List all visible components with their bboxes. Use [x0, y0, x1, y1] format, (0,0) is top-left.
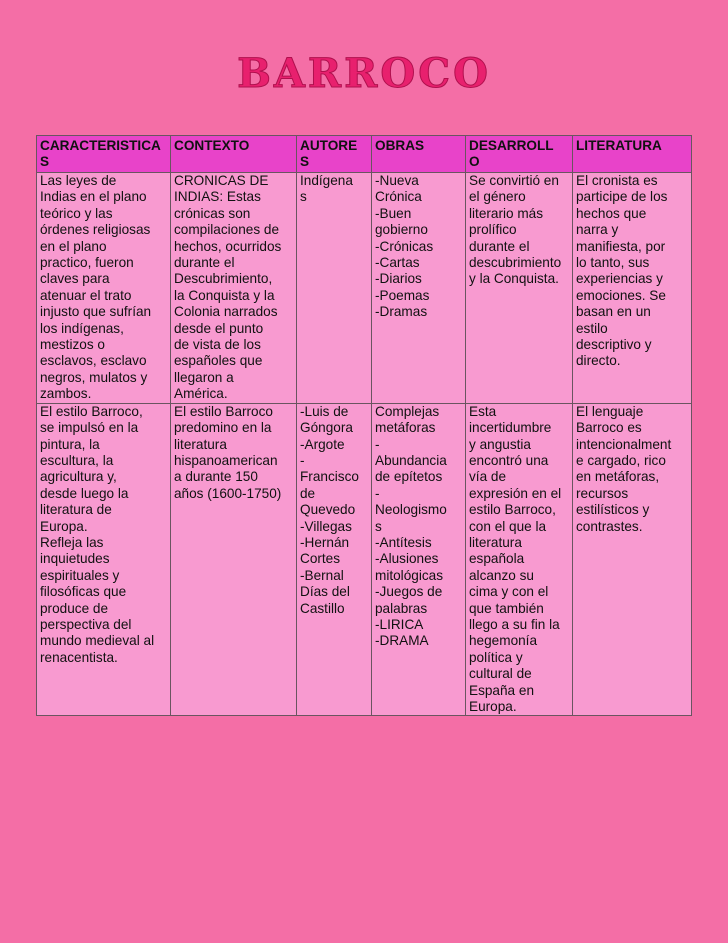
- cell-line: emociones. Se: [576, 287, 666, 303]
- cell-line: El estilo Barroco,: [40, 403, 143, 419]
- cell-line: teórico y las: [40, 205, 113, 221]
- cell-line: pintura, la: [40, 436, 100, 452]
- cell-line: Castillo: [300, 600, 345, 616]
- cell-autores: [297, 403, 372, 716]
- cell-line: -Cartas: [375, 255, 420, 271]
- cell-line: órdenes religiosas: [40, 222, 151, 238]
- cell-line: descubrimiento: [469, 255, 562, 271]
- cell-line: negros, mulatos y: [40, 369, 148, 385]
- cell-line: mitológicas: [375, 567, 443, 583]
- cell-autores: [297, 173, 372, 404]
- cell-contexto: [171, 173, 297, 404]
- cell-line: expresión en el: [469, 485, 562, 501]
- cell-line: con el que la: [469, 518, 547, 534]
- cell-line: agricultura y,: [40, 469, 117, 485]
- cell-line: prolífico: [469, 222, 517, 238]
- cell-line: El lenguaje: [576, 403, 644, 419]
- cell-line: en el plano: [40, 238, 107, 254]
- cell-line: hispanoamerican: [174, 452, 278, 468]
- cell-line: experiencias y: [576, 271, 663, 287]
- cell-line: durante el: [469, 238, 530, 254]
- cell-caracteristicas: [37, 403, 171, 716]
- cell-line: -Crónicas: [375, 238, 434, 254]
- cell-line: literario más: [469, 205, 544, 221]
- cell-line: recursos: [576, 485, 629, 501]
- cell-line: literatura: [174, 436, 227, 452]
- header-autores: AUTORE S: [297, 136, 372, 173]
- cell-line: el género: [469, 189, 526, 205]
- cell-line: -Buen: [375, 205, 412, 221]
- cell-line: durante el: [174, 255, 235, 271]
- cell-line: cima y con el: [469, 584, 549, 600]
- page-title: BARROCO: [237, 50, 491, 97]
- cell-line: Europa.: [469, 699, 517, 714]
- cell-line: CRONICAS DE: [174, 173, 269, 188]
- cell-line: y angustia: [469, 436, 531, 452]
- cell-line: española: [469, 551, 525, 567]
- cell-line: de epítetos: [375, 469, 443, 485]
- cell-line: hechos, ocurridos: [174, 238, 282, 254]
- cell-line: vía de: [469, 469, 507, 485]
- cell-line: -: [300, 452, 305, 468]
- cell-desarrollo: [466, 173, 573, 404]
- cell-line: Las leyes de: [40, 173, 117, 188]
- cell-line: Quevedo: [300, 502, 356, 518]
- header-desarrollo: DESARROLL O: [466, 136, 573, 173]
- cell-line: alcanzo su: [469, 567, 534, 583]
- cell-line: practico, fueron: [40, 255, 134, 271]
- cell-line: Esta: [469, 403, 497, 419]
- cell-line: hegemonía: [469, 633, 538, 649]
- cell-line: perspectiva del: [40, 616, 132, 632]
- cell-line: que también: [469, 600, 544, 616]
- cell-line: mundo medieval al: [40, 633, 155, 649]
- cell-line: -LIRICA: [375, 616, 424, 632]
- cell-line: Abundancia: [375, 452, 447, 468]
- comparison-table: [36, 135, 692, 716]
- cell-line: Indias en el plano: [40, 189, 147, 205]
- header-caracteristicas: CARACTERISTICA S: [37, 136, 171, 173]
- cell-line: Descubrimiento,: [174, 271, 273, 287]
- cell-line: estilo: [576, 320, 608, 336]
- cell-line: -: [375, 485, 380, 501]
- cell-caracteristicas: [37, 173, 171, 404]
- cell-line: -Alusiones: [375, 551, 439, 567]
- cell-line: de vista de los: [174, 337, 261, 353]
- table-header-row: [37, 136, 692, 173]
- cell-line: contrastes.: [576, 518, 643, 534]
- cell-line: -DRAMA: [375, 633, 429, 649]
- cell-line: s: [300, 189, 307, 205]
- table-row: [37, 173, 692, 404]
- cell-line: Refleja las: [40, 534, 104, 550]
- cell-contexto: [171, 403, 297, 716]
- cell-line: literatura de: [40, 502, 112, 518]
- cell-obras: [372, 173, 466, 404]
- cell-line: en metáforas,: [576, 469, 660, 485]
- cell-line: -Argote: [300, 436, 345, 452]
- cell-line: Europa.: [40, 518, 88, 534]
- cell-line: e cargado, rico: [576, 452, 666, 468]
- cell-line: descriptivo y: [576, 337, 652, 353]
- cell-line: El estilo Barroco: [174, 403, 273, 419]
- cell-line: literatura: [469, 534, 522, 550]
- cell-line: renacentista.: [40, 649, 118, 665]
- cell-line: cultural de: [469, 666, 532, 682]
- cell-line: filosóficas que: [40, 584, 127, 600]
- cell-literatura: [573, 403, 692, 716]
- cell-line: -Luis de: [300, 403, 349, 419]
- cell-line: -Poemas: [375, 287, 430, 303]
- cell-line: atenuar el trato: [40, 287, 132, 303]
- cell-line: INDIAS: Estas: [174, 189, 261, 205]
- cell-line: Crónica: [375, 189, 422, 205]
- cell-line: -: [375, 436, 380, 452]
- cell-line: -Diarios: [375, 271, 422, 287]
- cell-line: España en: [469, 682, 535, 698]
- cell-line: encontró una: [469, 452, 549, 468]
- header-contexto: CONTEXTO: [171, 136, 297, 173]
- cell-line: la Conquista y la: [174, 287, 275, 303]
- cell-desarrollo: [466, 403, 573, 716]
- cell-line: Se convirtió en: [469, 173, 559, 188]
- cell-obras: [372, 403, 466, 716]
- cell-line: -Juegos de: [375, 584, 443, 600]
- cell-line: y la Conquista.: [469, 271, 559, 287]
- cell-line: -Bernal: [300, 567, 344, 583]
- cell-line: hechos que: [576, 205, 647, 221]
- cell-line: Complejas: [375, 403, 440, 419]
- cell-line: -Hernán: [300, 534, 350, 550]
- cell-line: s: [375, 518, 382, 534]
- cell-line: desde luego la: [40, 485, 129, 501]
- cell-line: compilaciones de: [174, 222, 280, 238]
- cell-line: estilo Barroco,: [469, 502, 556, 518]
- cell-line: zambos.: [40, 386, 92, 402]
- cell-line: Góngora: [300, 420, 353, 436]
- cell-line: El cronista es: [576, 173, 658, 188]
- cell-line: Francisco: [300, 469, 359, 485]
- header-obras: OBRAS: [372, 136, 466, 173]
- cell-line: estilísticos y: [576, 502, 650, 518]
- cell-line: esclavos, esclavo: [40, 353, 147, 369]
- cell-line: basan en un: [576, 304, 651, 320]
- cell-line: -Antítesis: [375, 534, 432, 550]
- cell-line: Indígena: [300, 173, 353, 188]
- cell-line: desde el punto: [174, 320, 264, 336]
- cell-line: Barroco es: [576, 420, 642, 436]
- cell-line: manifiesta, por: [576, 238, 666, 254]
- cell-line: América.: [174, 386, 228, 402]
- cell-line: a durante 150: [174, 469, 258, 485]
- cell-line: escultura, la: [40, 452, 114, 468]
- cell-line: españoles que: [174, 353, 263, 369]
- cell-line: metáforas: [375, 420, 436, 436]
- cell-line: Cortes: [300, 551, 341, 567]
- cell-line: se impulsó en la: [40, 420, 139, 436]
- cell-literatura: [573, 173, 692, 404]
- cell-line: produce de: [40, 600, 109, 616]
- cell-line: inquietudes: [40, 551, 110, 567]
- cell-line: participe de los: [576, 189, 668, 205]
- cell-line: incertidumbre: [469, 420, 552, 436]
- table-row: [37, 403, 692, 716]
- cell-line: -Dramas: [375, 304, 428, 320]
- cell-line: predomino en la: [174, 420, 272, 436]
- cell-line: crónicas son: [174, 205, 251, 221]
- header-literatura: LITERATURA: [573, 136, 692, 173]
- cell-line: Días del: [300, 584, 350, 600]
- cell-line: injusto que sufrían: [40, 304, 152, 320]
- cell-line: -Villegas: [300, 518, 352, 534]
- cell-line: años (1600-1750): [174, 485, 282, 501]
- cell-line: lo tanto, sus: [576, 255, 650, 271]
- cell-line: Neologismo: [375, 502, 447, 518]
- cell-line: llegaron a: [174, 369, 234, 385]
- cell-line: narra y: [576, 222, 619, 238]
- cell-line: de: [300, 485, 316, 501]
- cell-line: mestizos o: [40, 337, 105, 353]
- cell-line: llego a su fin la: [469, 616, 560, 632]
- cell-line: palabras: [375, 600, 428, 616]
- cell-line: espirituales y: [40, 567, 120, 583]
- cell-line: intencionalment: [576, 436, 672, 452]
- cell-line: claves para: [40, 271, 110, 287]
- cell-line: los indígenas,: [40, 320, 124, 336]
- cell-line: política y: [469, 649, 523, 665]
- cell-line: directo.: [576, 353, 621, 369]
- cell-line: -Nueva: [375, 173, 419, 188]
- cell-line: Colonia narrados: [174, 304, 278, 320]
- cell-line: gobierno: [375, 222, 428, 238]
